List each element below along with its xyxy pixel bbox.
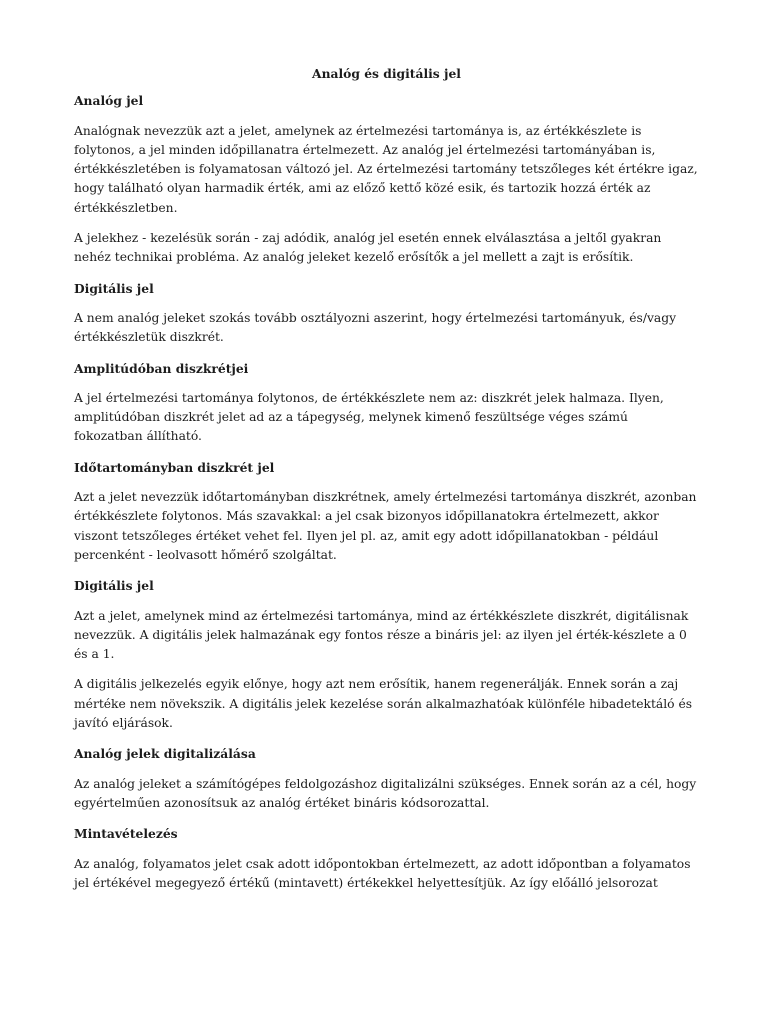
section-heading: Analóg jelek digitalizálása <box>74 746 256 762</box>
section-heading: Amplitúdóban diszkrétjei <box>74 360 249 376</box>
section-heading: Mintavételezés <box>74 826 178 842</box>
section-heading: Digitális jel <box>74 578 154 594</box>
paragraph: Azt a jelet, amelynek mind az értelmezési tartománya, mind az értékkészlete diszkrét, digitálisnak nevezzük. A digitális jelek halmazának egy fontos része a bináris jel: az ilyen jel érték-készlete a 0 és a 1. <box>74 608 689 662</box>
paragraph: A jel értelmezési tartománya folytonos, de értékkészlete nem az: diszkrét jelek halmaza. Ilyen, amplitúdóban diszkrét jelet ad az a tápegység, melynek kimenő feszültsége véges számú fokozatban állítható. <box>74 390 664 444</box>
paragraph: A digitális jelkezelés egyik előnye, hogy azt nem erősítik, hanem regenerálják. Ennek során a zaj mértéke nem növekszik. A digitális jelek kezelése során alkalmazhatóak különféle hibadetektáló és javító eljárások. <box>74 677 693 731</box>
document-title: Analóg és digitális jel <box>312 66 461 81</box>
paragraph: Azt a jelet nevezzük időtartományban diszkrétnek, amely értelmezési tartománya diszkrét, azonban értékkészlete folytonos. Más szavakkal: a jel csak bizonyos időpillanatokra értelmezett, akkor viszont tetszőleges értéket vehet fel. Ilyen jel pl. az, amit egy adott időpillanatokban - például percenként - leolvasott hőmérő szolgáltat. <box>74 490 697 562</box>
section-heading: Analóg jel <box>74 93 144 109</box>
paragraph: Az analóg jeleket a számítógépes feldolgozáshoz digitalizálni szükséges. Ennek során az a cél, hogy egyértelműen azonosítsuk az analóg értéket bináris kódsorozattal. <box>74 776 697 810</box>
paragraph: Az analóg, folyamatos jelet csak adott időpontokban értelmezett, az adott időpontban a folyamatos jel értékével megegyező értékű (mintavett) értékekkel helyettesítjük. Az így előálló jelsorozat <box>74 856 691 890</box>
section-heading: Digitális jel <box>74 280 154 296</box>
document-page <box>74 64 699 904</box>
paragraph: Analógnak nevezzük azt a jelet, amelynek az értelmezési tartománya is, az értékkészlete is folytonos, a jel minden időpillanatra értelmezett. Az analóg jel értelmezési tartományában is, értékkészletében is folyamatosan változó jel. Az értelmezési tartomány tetszőleges két értékre igaz, hogy található olyan harmadik érték, ami az előző kettő közé esik, és tartozik hozzá érték az értékkészletben. <box>74 123 698 215</box>
paragraph: A nem analóg jeleket szokás tovább osztályozni aszerint, hogy értelmezési tartományuk, és/vagy értékkészletük diszkrét. <box>74 310 677 345</box>
paragraph: A jelekhez - kezelésük során - zaj adódik, analóg jel esetén ennek elválasztása a jeltől gyakran nehéz technikai probléma. Az analóg jeleket kezelő erősítők a jel mellett a zajt is erősítik. <box>74 231 662 265</box>
section-heading: Időtartományban diszkrét jel <box>74 459 275 475</box>
